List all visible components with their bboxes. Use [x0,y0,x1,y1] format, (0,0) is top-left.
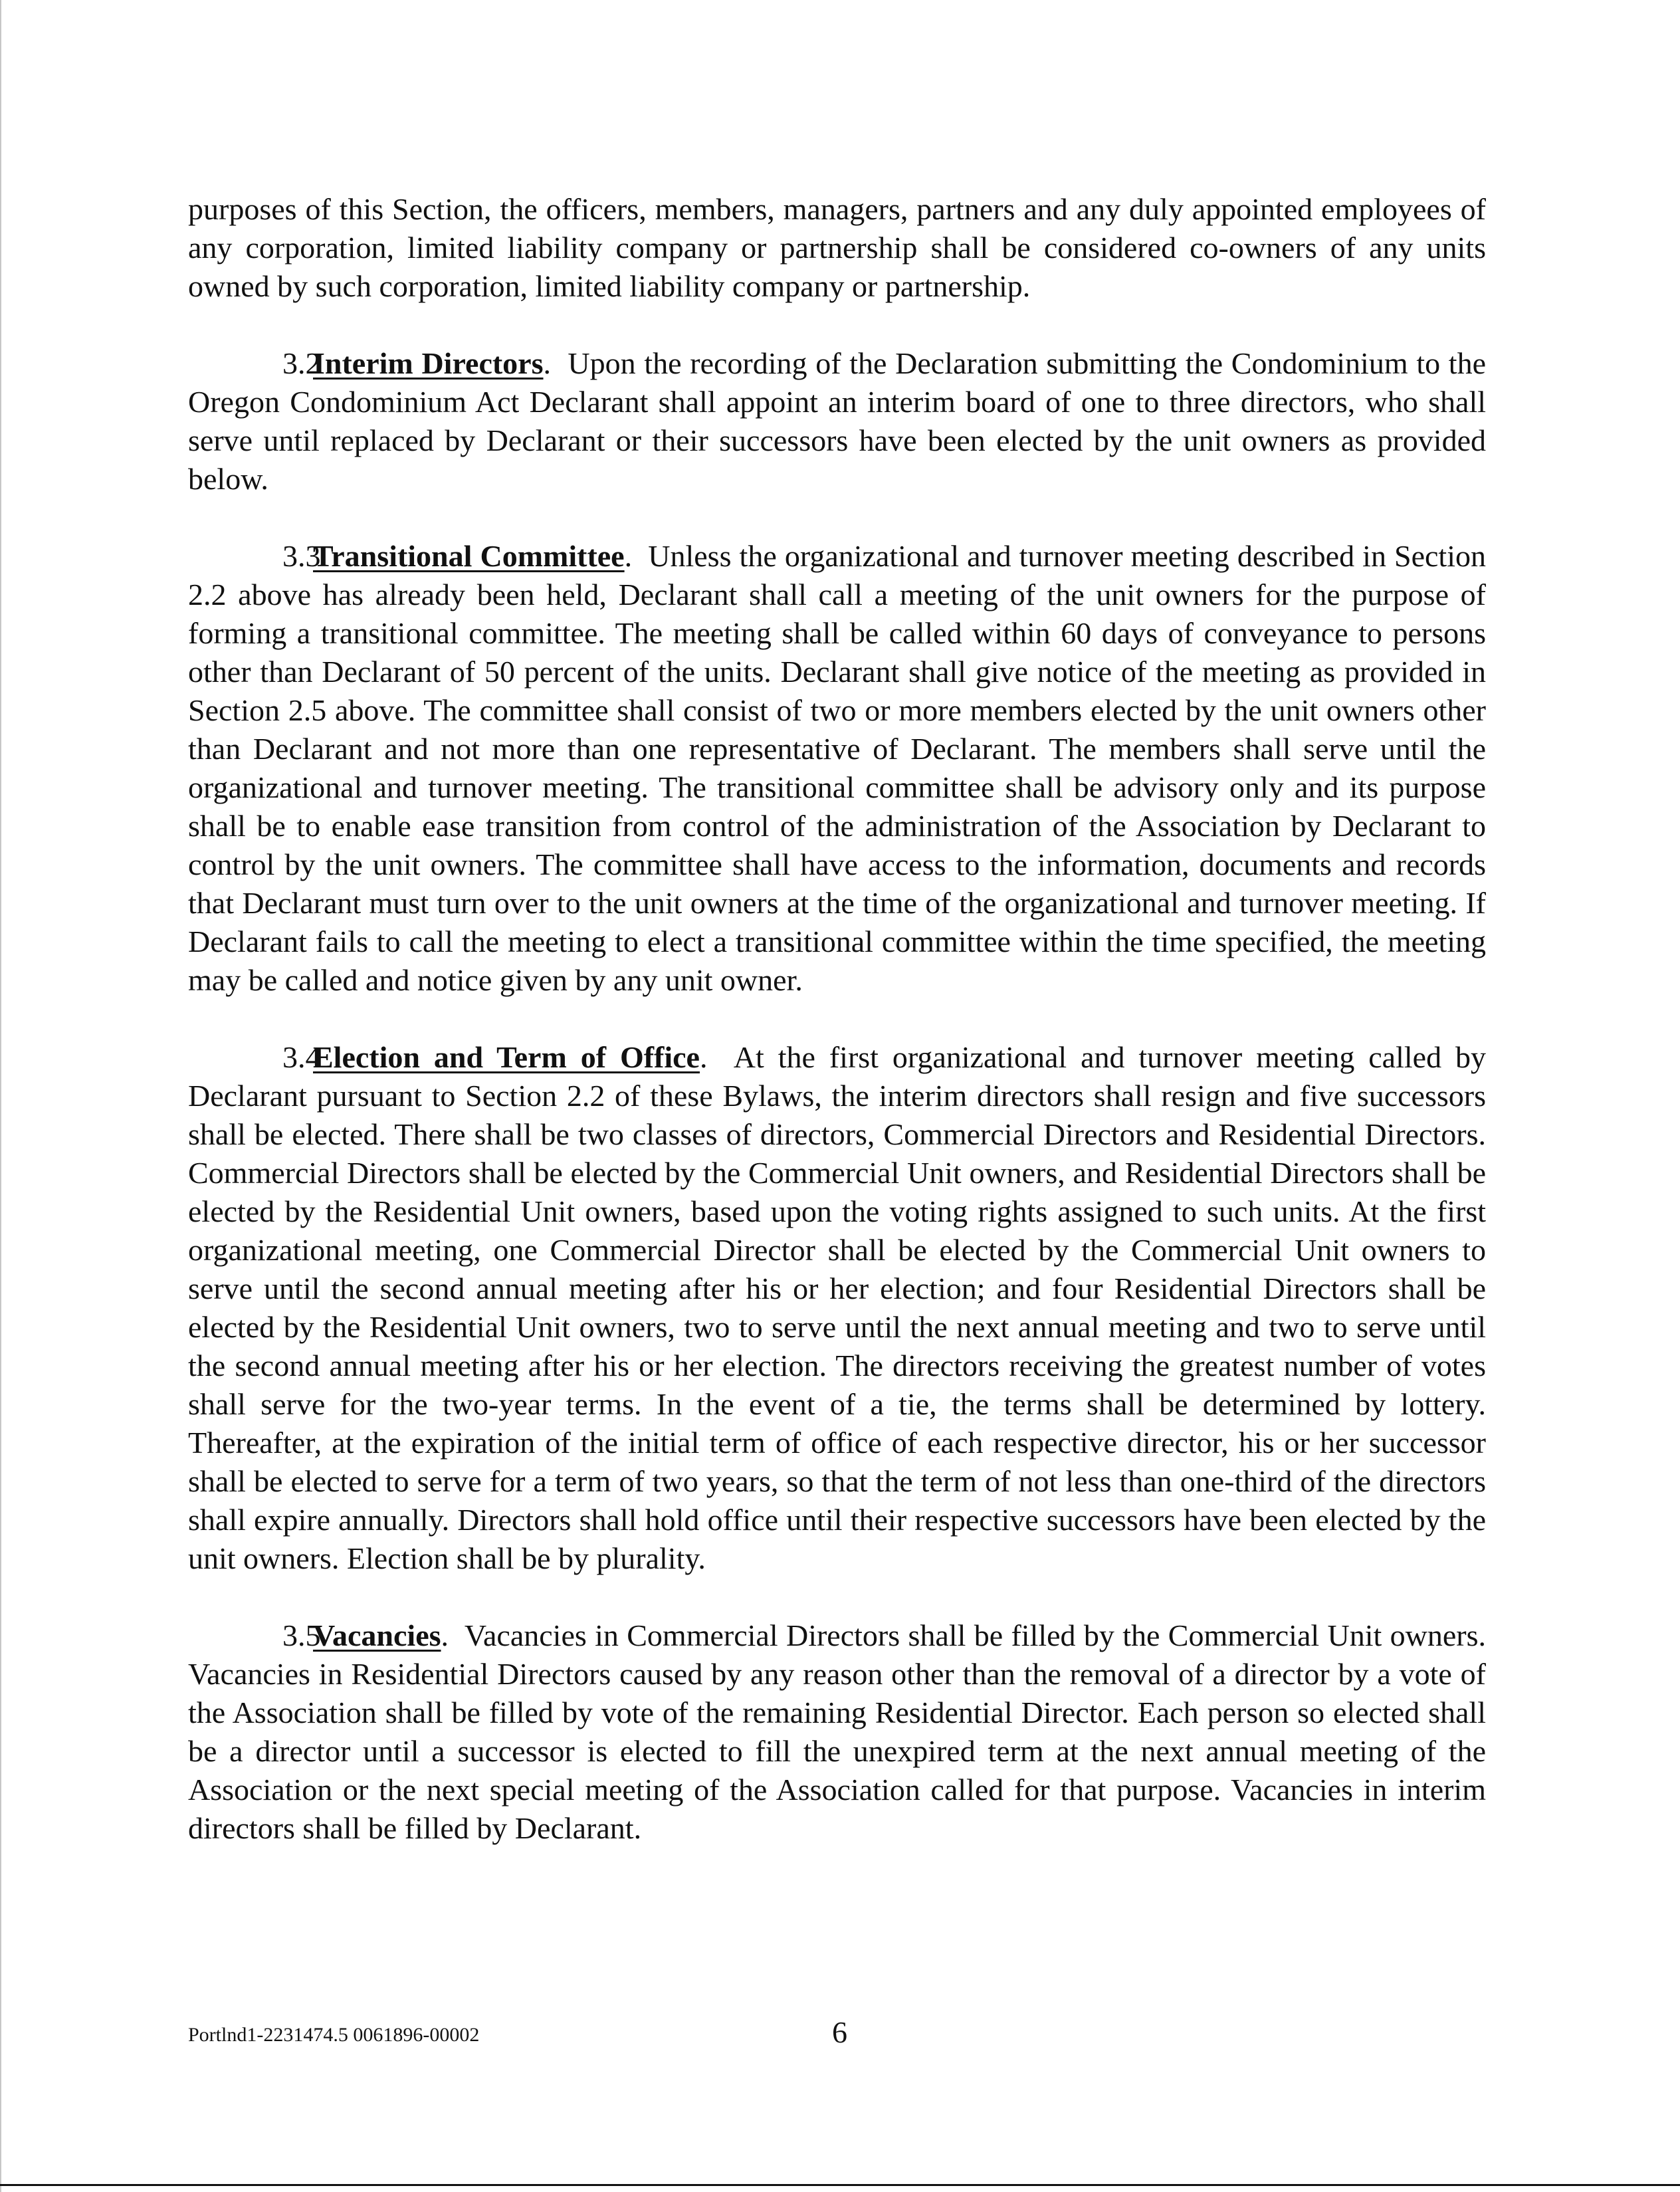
scan-left-edge [0,0,2,2192]
section-number: 3.4 [282,1040,321,1074]
section-body: Vacancies in Commercial Directors shall be filled by the Commercial Unit owners. Vacancies in Residential Directors caused by any reason other than the removal of a director by a vote of the Association shall be filled by vote of the remaining Residential Director. Each person so elected shall be a director until a successor is elected to fill the unexpired term at the next annual meeting of the Association or the next special meeting of the Association called for that purpose. Vacancies in interim directors shall be filled by Declarant. [188,1618,1486,1845]
section-3-5: 3.5Vacancies. Vacancies in Commercial Directors shall be filled by the Commercial Unit owners. Vacancies in Residential Directors caused by any reason other than the removal of a director by a vote of the Association shall be filled by vote of the remaining Residential Director. Each person so elected shall be a director until a successor is elected to fill the unexpired term at the next annual meeting of the Association or the next special meeting of the Association called for that purpose. Vacancies in interim directors shall be filled by Declarant. [188,1616,1486,1848]
document-body [188,190,1486,1886]
section-3-3: 3.3Transitional Committee. Unless the organizational and turnover meeting described in Section 2.2 above has already been held, Declarant shall call a meeting of the unit owners for the purpose of forming a transitional committee. The meeting shall be called within 60 days of conveyance to persons other than Declarant of 50 percent of the units. Declarant shall give notice of the meeting as provided in Section 2.5 above. The committee shall consist of two or more members elected by the unit owners other than Declarant and not more than one representative of Declarant. The members shall serve until the organizational and turnover meeting. The transitional committee shall be advisory only and its purpose shall be to enable ease transition from control of the administration of the Association by Declarant to control by the unit owners. The committee shall have access to the information, documents and records that Declarant must turn over to the unit owners at the time of the organizational and turnover meeting. If Declarant fails to call the meeting to elect a transitional committee within the time specified, the meeting may be called and notice given by any unit owner. [188,537,1486,1000]
footer-document-id: Portlnd1-2231474.5 0061896-00002 [188,2024,480,2046]
scan-bottom-edge [0,2184,1680,2186]
section-3-2: 3.2Interim Directors. Upon the recording of the Declaration submitting the Condominium to the Oregon Condominium Act Declarant shall appoint an interim board of one to three directors, who shall serve until replaced by Declarant or their successors have been elected by the unit owners as provided below. [188,344,1486,498]
section-heading: Election and Term of Office [313,1040,700,1074]
section-body: Unless the organizational and turnover meeting described in Section 2.2 above has already been held, Declarant shall call a meeting of the unit owners for the purpose of forming a transitional committee. The meeting shall be called within 60 days of conveyance to persons other than Declarant of 50 percent of the units. Declarant shall give notice of the meeting as provided in Section 2.5 above. The committee shall consist of two or more members elected by the unit owners other than Declarant and not more than one representative of Declarant. The members shall serve until the organizational and turnover meeting. The transitional committee shall be advisory only and its purpose shall be to enable ease transition from control of the administration of the Association by Declarant to control by the unit owners. The committee shall have access to the information, documents and records that Declarant must turn over to the unit owners at the time of the organizational and turnover meeting. If Declarant fails to call the meeting to elect a transitional committee within the time specified, the meeting may be called and notice given by any unit owner. [188,539,1486,997]
section-heading: Vacancies [313,1618,441,1652]
section-heading: Interim Directors [313,346,544,380]
continuation-paragraph: purposes of this Section, the officers, members, managers, partners and any duly appointed employees of any corporation, limited liability company or partnership shall be considered co-owners of any units owned by such corporation, limited liability company or partnership. [188,192,1486,303]
section-body: At the first organizational and turnover meeting called by Declarant pursuant to Section 2.2 of these Bylaws, the interim directors shall resign and five successors shall be elected. There shall be two classes of directors, Commercial Directors and Residential Directors. Commercial Directors shall be elected by the Commercial Unit owners, and Residential Directors shall be elected by the Residential Unit owners, based upon the voting rights assigned to such units. At the first organizational meeting, one Commercial Director shall be elected by the Commercial Unit owners to serve until the second annual meeting after his or her election; and four Residential Directors shall be elected by the Residential Unit owners, two to serve until the next annual meeting and two to serve until the second annual meeting after his or her election. The directors receiving the greatest number of votes shall serve for the two-year terms. In the event of a tie, the terms shall be determined by lottery. Thereafter, at the expiration of the initial term of office of each respective director, his or her successor shall be elected to serve for a term of two years, so that the term of not less than one-third of the directors shall expire annually. Directors shall hold office until their respective successors have been elected by the unit owners. Election shall be by plurality. [188,1040,1486,1575]
section-body: Upon the recording of the Declaration submitting the Condominium to the Oregon Condominium Act Declarant shall appoint an interim board of one to three directors, who shall serve until replaced by Declarant or their successors have been elected by the unit owners as provided below. [188,346,1486,496]
section-3-4: 3.4Election and Term of Office. At the first organizational and turnover meeting called by Declarant pursuant to Section 2.2 of these Bylaws, the interim directors shall resign and five successors shall be elected. There shall be two classes of directors, Commercial Directors and Residential Directors. Commercial Directors shall be elected by the Commercial Unit owners, and Residential Directors shall be elected by the Residential Unit owners, based upon the voting rights assigned to such units. At the first organizational meeting, one Commercial Director shall be elected by the Commercial Unit owners to serve until the second annual meeting after his or her election; and four Residential Directors shall be elected by the Residential Unit owners, two to serve until the next annual meeting and two to serve until the second annual meeting after his or her election. The directors receiving the greatest number of votes shall serve for the two-year terms. In the event of a tie, the terms shall be determined by lottery. Thereafter, at the expiration of the initial term of office of each respective director, his or her successor shall be elected to serve for a term of two years, so that the term of not less than one-third of the directors shall expire annually. Directors shall hold office until their respective successors have been elected by the unit owners. Election shall be by plurality. [188,1038,1486,1578]
page-number: 6 [832,2015,847,2049]
section-number: 3.2 [282,346,321,380]
section-heading: Transitional Committee [313,539,625,573]
section-number: 3.3 [282,539,321,573]
section-number: 3.5 [282,1618,321,1652]
